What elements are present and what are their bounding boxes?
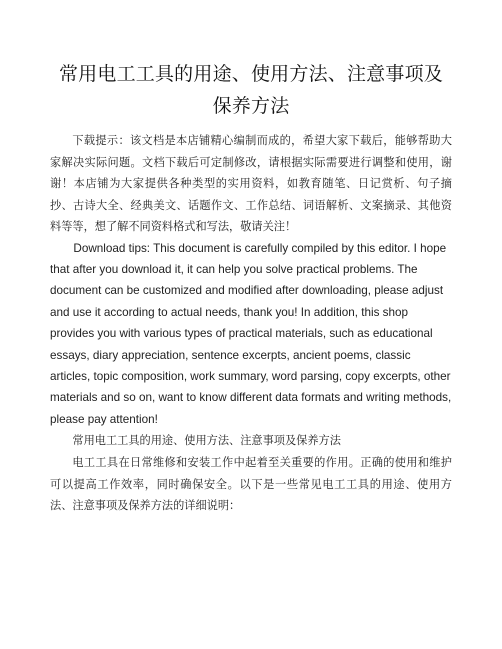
intro-paragraph: 电工工具在日常维修和安装工作中起着至关重要的作用。正确的使用和维护可以提高工作效率，同时确保安全。以下是一些常见电工工具的用途、使用方法、注意事项及保养方法的详细说明： <box>50 456 452 513</box>
document-title: 常用电工工具的用途、使用方法、注意事项及保养方法 <box>58 63 443 117</box>
section-heading: 常用电工工具的用途、使用方法、注意事项及保养方法 <box>72 434 341 448</box>
download-tip-english: Download tips: This document is carefully compiled by this editor. I hope that after you download it, it can help you solve practical problems. The document can be customized and modified after downloading, please adjust and use it according to actual needs, thank you! In addition, this shop provides you with various types of practical materials, such as educational essays, diary appreciation, sentence excerpts, ancient poems, classic articles, topic composition, work summary, word parsing, copy excerpts, other materials and so on, want to know different data formats and writing methods, please pay attention! <box>50 241 452 426</box>
download-tip-chinese: 下载提示：该文档是本店铺精心编制而成的，希望大家下载后，能够帮助大家解决实际问题。文档下载后可定制修改，请根据实际需要进行调整和使用，谢谢！本店铺为大家提供各种类型的实用资料，如教育随笔、日记赏析、句子摘抄、古诗大全、经典美文、话题作文、工作总结、词语解析、文案摘录、其他资料等等，想了解不同资料格式和写法，敬请关注！ <box>50 134 452 233</box>
